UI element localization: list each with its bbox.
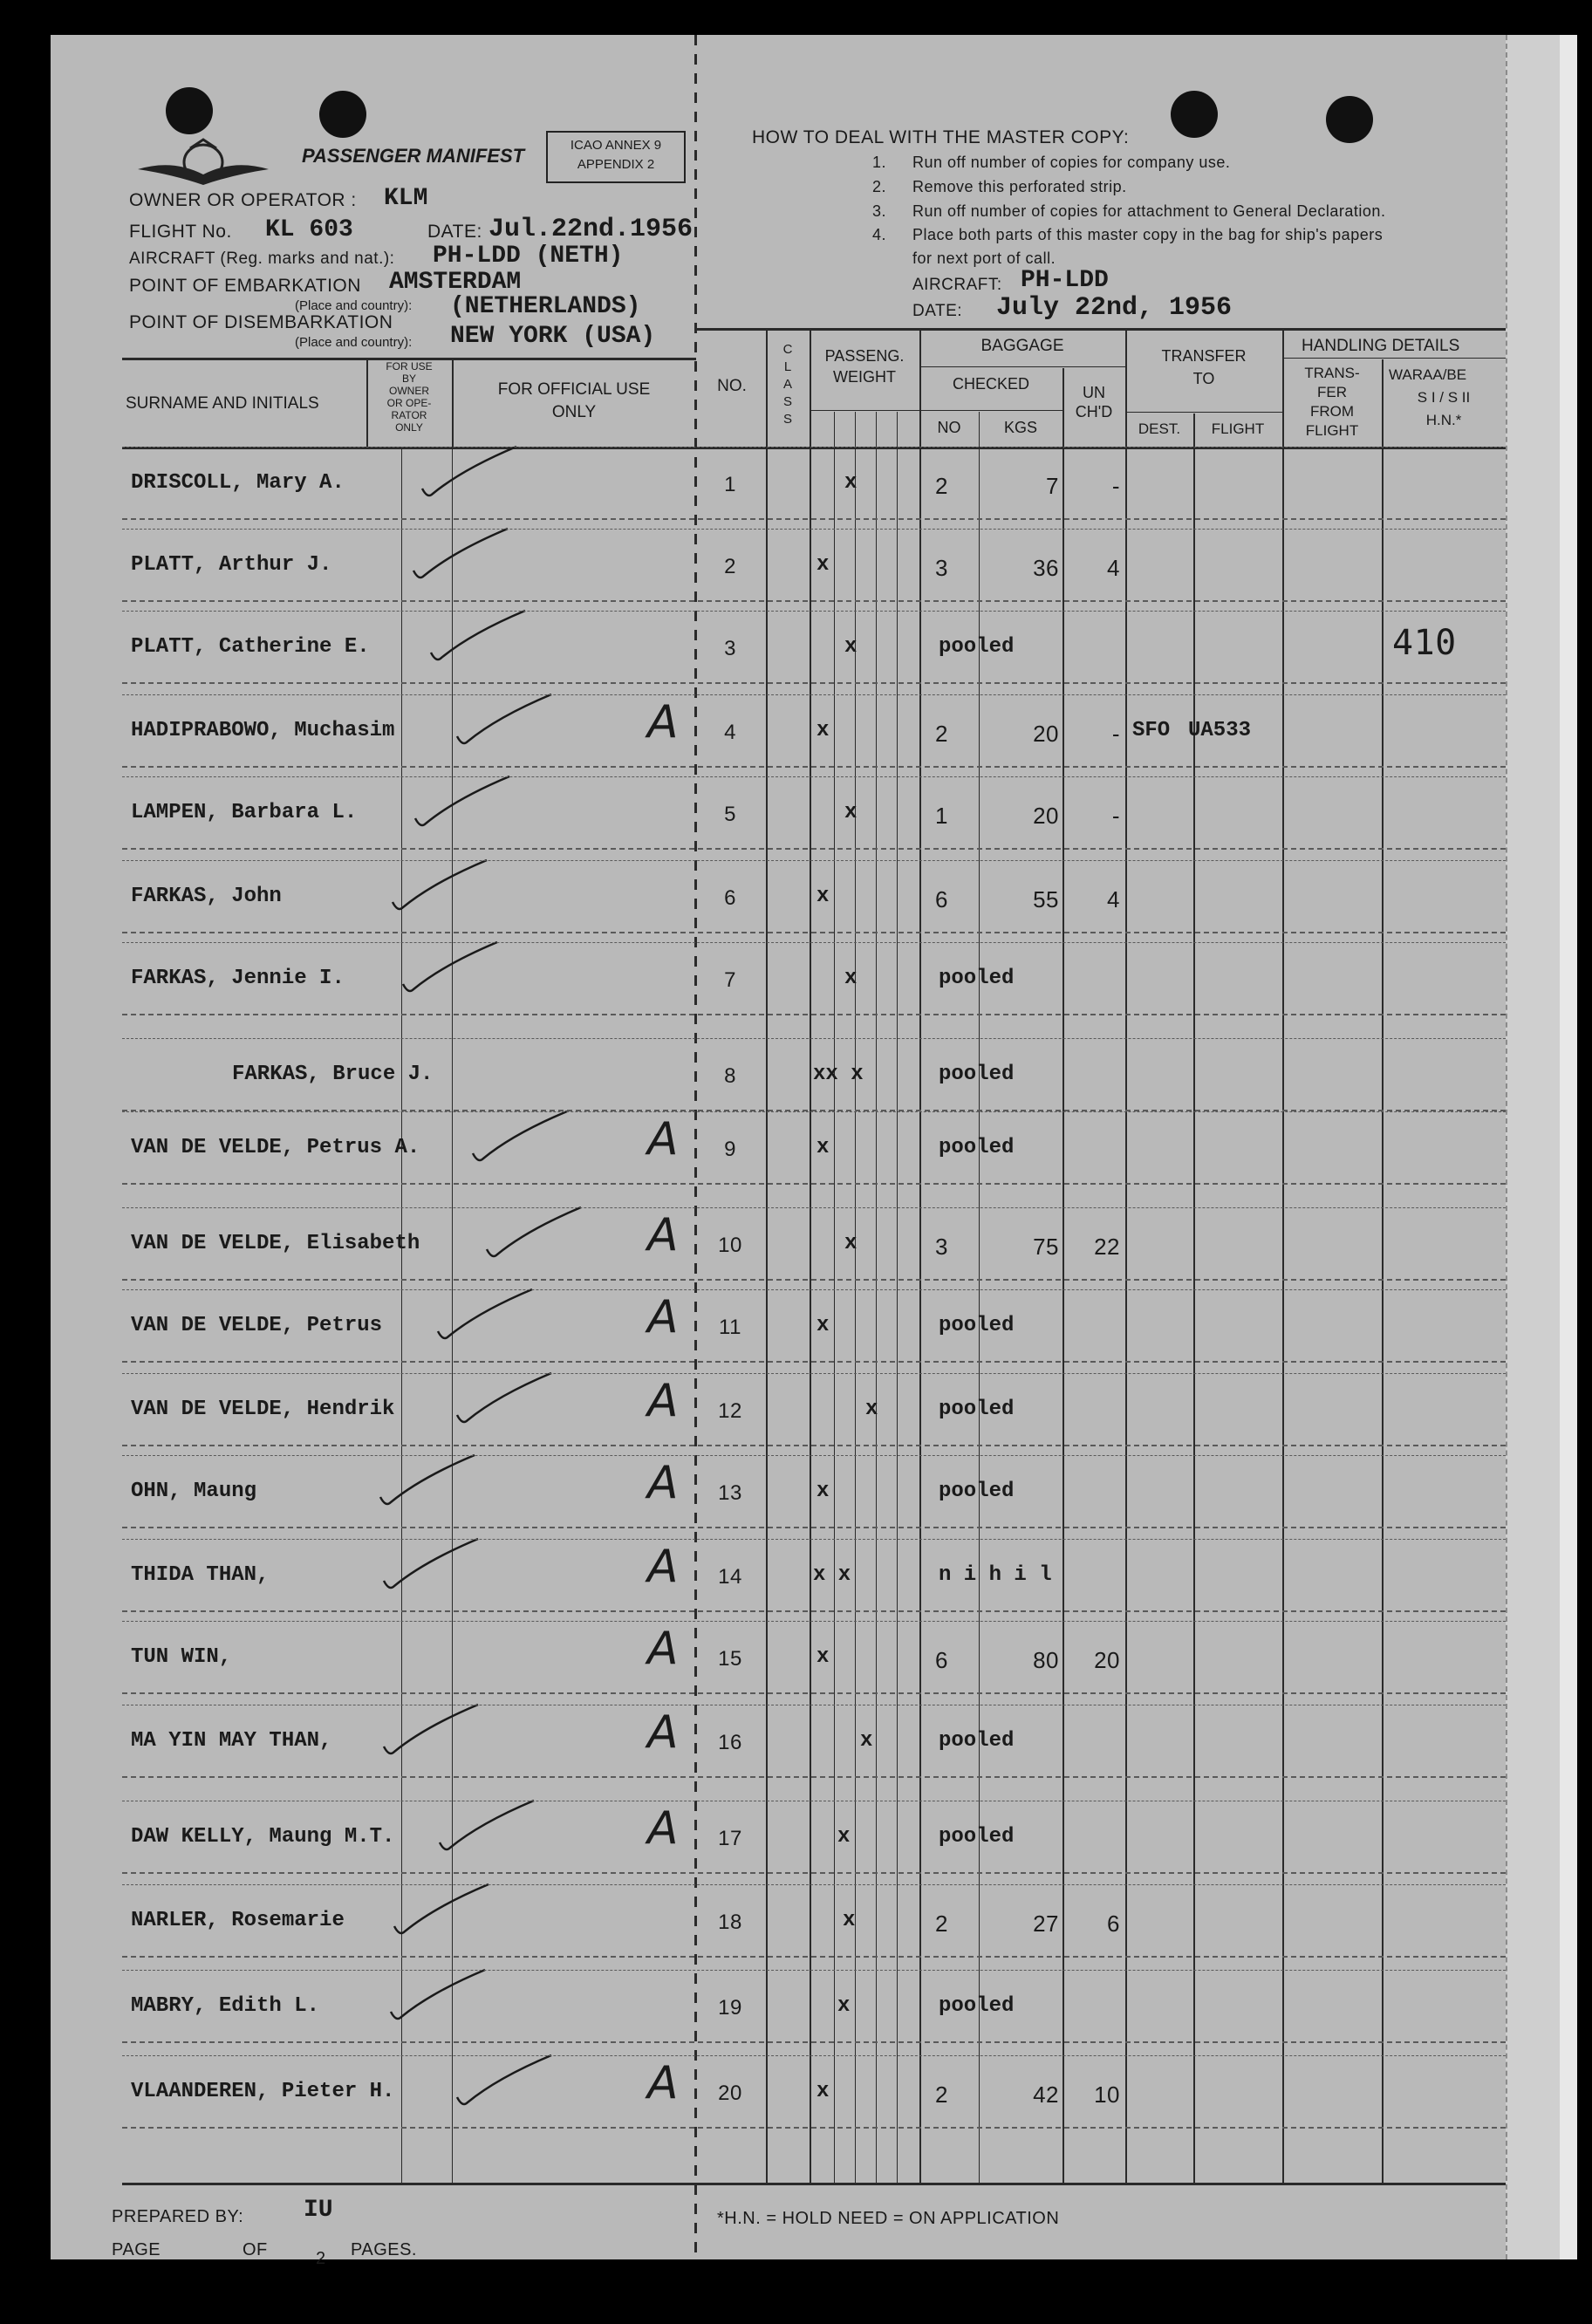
col-official-1: FOR OFFICIAL USE [497,380,651,399]
handwritten-mark: A [647,1291,679,1343]
row-rule [122,1445,1506,1446]
class-a: A [782,377,792,392]
passenger-name: FARKAS, Jennie I. [131,967,345,990]
passenger-name: VLAANDEREN, Pieter H. [131,2080,395,2103]
passenger-number: 18 [718,1910,742,1934]
waraa-2: S I / S II [1417,389,1471,406]
passenger-weight-mark: x [844,1232,857,1255]
baggage-status: pooled [939,1729,1015,1753]
row-guide [122,1539,1506,1540]
col-surname: SURNAME AND INITIALS [126,394,319,413]
baggage-sub-rule [919,366,1125,367]
baggage-unchecked: - [1111,721,1120,747]
passenger-number: 2 [724,555,736,578]
col-line-handling-left [1282,330,1284,2183]
row-guide [122,529,1506,530]
passenger-number: 6 [724,886,736,910]
baggage-count: 3 [935,555,948,581]
embark-value: AMSTERDAM [389,269,522,296]
instr-n-4: 4. [872,226,887,243]
transfer-dest: SFO [1132,719,1171,742]
row-rule [122,2041,1506,2043]
passenger-number: 16 [718,1731,742,1754]
tf-4: FLIGHT [1305,422,1359,439]
col-no: NO. [717,377,747,395]
date-value: Jul.22nd.1956 [489,215,694,244]
waraa-1: WARAA/BE [1389,366,1467,383]
embark-sub-label: (Place and country): [295,298,413,313]
col-bag-no: NO [937,419,961,436]
instr-n-3: 3. [872,202,887,220]
handwritten-mark: A [647,2057,679,2109]
check-mark-icon [400,939,504,1000]
row-guide [122,1038,1506,1039]
passenger-name: VAN DE VELDE, Hendrik [131,1398,395,1421]
owner-label: OWNER OR OPERATOR : [129,190,357,210]
passenger-weight-mark: x [844,967,857,990]
baggage-count: 2 [935,2081,948,2108]
owner-use-4: OR OPE- [386,397,432,409]
check-mark-icon [380,1535,485,1596]
hold-need-value: 410 [1392,623,1457,663]
col-line-passeng-left [810,330,811,2183]
embark-label: POINT OF EMBARKATION [129,276,361,296]
baggage-count: 2 [935,1910,948,1937]
baggage-count: 6 [935,886,948,913]
passenger-weight-mark: x [816,553,830,577]
punch-hole-4 [1326,96,1373,143]
icao-line-1: ICAO ANNEX 9 [570,138,662,153]
passenger-name: TUN WIN, [131,1645,232,1669]
row-rule [122,1776,1506,1778]
col-line-unchd-left [1062,368,1064,2183]
row-guide [122,1373,1506,1374]
baggage-status: pooled [939,1398,1015,1421]
baggage-unchecked: - [1111,803,1120,829]
col-line-flight-left [1193,414,1195,2183]
passenger-name: MA YIN MAY THAN, [131,1729,332,1753]
passenger-number: 17 [718,1827,742,1850]
instr-text-3: Run off number of copies for attachment to General Declaration. [912,202,1386,220]
baggage-status: pooled [939,1314,1015,1337]
owner-use-5: RATOR [391,409,427,421]
passenger-name: VAN DE VELDE, Elisabeth [131,1232,420,1255]
passenger-name: NARLER, Rosemarie [131,1909,345,1932]
baggage-status: pooled [939,1480,1015,1503]
passenger-weight-mark: x [816,885,830,908]
col-line-waraa-left [1382,359,1384,2183]
perforated-strip [1506,35,1561,2259]
waraa-3: H.N.* [1425,412,1462,428]
col-chd: CH'D [1075,403,1113,420]
baggage-unchecked: 4 [1107,886,1120,913]
strip-edge [1560,35,1577,2259]
row-guide [122,2055,1506,2056]
passenger-number: 9 [724,1138,736,1161]
col-line-class-left [766,330,768,2183]
row-rule [122,932,1506,933]
passenger-weight-mark: x [816,1480,830,1503]
col-transfer-to: TO [1192,370,1215,387]
baggage-status: pooled [939,967,1015,990]
instructions-title: HOW TO DEAL WITH THE MASTER COPY: [752,127,1130,147]
col-flight: FLIGHT [1211,420,1265,437]
class-l: L [783,359,792,374]
baggage-kgs: 20 [1033,803,1059,829]
col-baggage: BAGGAGE [980,337,1064,355]
baggage-kgs: 75 [1033,1234,1059,1260]
col-transfer: TRANSFER [1161,347,1247,365]
prepared-label: PREPARED BY: [112,2207,244,2226]
class-c: C [782,342,793,357]
col-checked: CHECKED [952,375,1029,393]
check-mark-icon [454,2052,558,2113]
passenger-name: LAMPEN, Barbara L. [131,801,358,824]
header-rule-right [696,328,1506,331]
prepared-value: IU [304,2197,333,2224]
passenger-weight-mark: x [837,1994,851,2018]
baggage-status: pooled [939,1063,1015,1086]
handwritten-mark: A [647,696,679,748]
check-mark-icon [377,1452,482,1513]
check-mark-icon [387,1966,492,2027]
col-line-pw-1 [834,412,835,2183]
passenger-name: DAW KELLY, Maung M.T. [131,1825,395,1849]
icao-line-2: APPENDIX 2 [577,157,655,172]
row-rule [122,848,1506,850]
passenger-name: FARKAS, Bruce J. [232,1063,434,1086]
handwritten-mark: A [647,1457,679,1509]
row-guide [122,1289,1506,1290]
passenger-weight-mark: x [816,2080,830,2103]
row-guide [122,447,1506,448]
check-mark-icon [427,607,532,668]
flight-value: KL 603 [265,216,353,243]
baggage-unchecked: 22 [1094,1234,1120,1260]
col-handling: HANDLING DETAILS [1302,337,1460,355]
col-un: UN [1083,384,1105,401]
row-guide [122,1207,1506,1208]
passenger-name: OHN, Maung [131,1480,257,1503]
owner-value: KLM [384,185,428,212]
row-rule [122,518,1506,520]
instr-text-2: Remove this perforated strip. [912,178,1127,195]
check-mark-icon [454,1370,558,1431]
handwritten-mark: A [647,1541,679,1593]
baggage-count: 6 [935,1647,948,1673]
owner-use-1: FOR USE [386,360,433,373]
date-label: DATE: [427,222,482,242]
punch-hole-3 [1171,91,1218,138]
passenger-weight-mark: x x [813,1563,851,1587]
row-rule [122,1872,1506,1874]
instr-text-4-cont: for next port of call. [912,249,1056,267]
passenger-number: 12 [718,1399,742,1423]
baggage-count: 1 [935,803,948,829]
row-rule [122,1361,1506,1363]
check-mark-icon [410,525,515,586]
instr-date-value: July 22nd, 1956 [996,293,1233,323]
row-rule [122,1014,1506,1015]
check-mark-icon [412,773,516,834]
check-mark-icon [469,1108,574,1169]
row-rule [122,766,1506,768]
baggage-status: pooled [939,1994,1015,2018]
baggage-kgs: 55 [1033,886,1059,913]
row-guide [122,1884,1506,1885]
of-label: OF [243,2240,268,2259]
handling-sub-rule [1282,358,1506,359]
pages-label: PAGES. [351,2240,417,2259]
row-rule [122,1956,1506,1958]
passenger-number: 11 [719,1316,741,1339]
col-line-transfer-left [1125,330,1127,2183]
baggage-unchecked: - [1111,473,1120,499]
col-dest: DEST. [1138,420,1181,437]
passenger-weight-mark: x [860,1729,873,1753]
col-line-pw-3 [876,412,877,2183]
punch-hole-1 [166,87,213,134]
tf-1: TRANS- [1304,365,1360,381]
baggage-count: 3 [935,1234,948,1260]
row-rule [122,682,1506,684]
passenger-weight-mark: x [844,471,857,495]
aircraft-label: AIRCRAFT (Reg. marks and nat.): [129,249,395,268]
handwritten-mark: A [647,1113,679,1165]
passenger-weight-mark: xx x [813,1063,864,1086]
passenger-weight-mark: x [865,1398,878,1421]
row-guide [122,860,1506,861]
row-rule [122,600,1506,602]
form-title: PASSENGER MANIFEST [302,145,525,167]
check-mark-icon [436,1797,541,1858]
col-line-pw-4 [897,412,898,2183]
baggage-unchecked: 10 [1094,2081,1120,2108]
transfer-sub-rule [1125,412,1282,413]
icao-box [546,131,686,183]
passenger-name: HADIPRABOWO, Muchasim [131,719,395,742]
row-rule [122,2127,1506,2129]
passenger-weight-mark: x [844,635,857,659]
col-line-baggage-left [919,330,921,2183]
page-label: PAGE [112,2240,161,2259]
passenger-number: 4 [724,721,736,744]
row-rule [122,1279,1506,1281]
passenger-number: 19 [718,1996,742,2020]
class-s1: S [782,394,792,409]
row-guide [122,1455,1506,1456]
passenger-weight-mark: x [816,1645,830,1669]
check-mark-icon [389,857,494,918]
col-official-2: ONLY [551,403,597,421]
baggage-kgs: 42 [1033,2081,1059,2108]
owner-use-6: ONLY [395,421,423,434]
baggage-status: pooled [939,1825,1015,1849]
tf-2: FER [1317,384,1347,400]
row-rule [122,1183,1506,1185]
passenger-weight-mark: x [816,719,830,742]
handwritten-mark: A [647,1623,679,1675]
embark-country: (NETHERLANDS) [450,293,641,320]
passenger-name: VAN DE VELDE, Petrus A. [131,1136,420,1159]
check-mark-icon [391,1881,495,1942]
passenger-weight-mark: x [844,801,857,824]
check-mark-icon [434,1286,539,1347]
row-guide [122,694,1506,695]
row-rule [122,1527,1506,1528]
tf-3: FROM [1309,403,1355,420]
disembark-label: POINT OF DISEMBARKATION [129,312,393,332]
hold-need-note: *H.N. = HOLD NEED = ON APPLICATION [717,2209,1060,2228]
checked-sub-rule [919,410,1064,411]
passenger-name: PLATT, Arthur J. [131,553,332,577]
check-mark-icon [419,443,523,504]
punch-hole-2 [319,91,366,138]
passeng-sub-rule [810,410,919,411]
passenger-number: 20 [718,2081,742,2105]
owner-use-3: OWNER [389,385,429,397]
transfer-flight: UA533 [1188,719,1252,742]
passenger-name: FARKAS, John [131,885,282,908]
baggage-kgs: 36 [1033,555,1059,581]
row-guide [122,942,1506,943]
owner-use-2: BY [401,373,416,385]
row-guide [122,1621,1506,1622]
passenger-weight-mark: x [816,1136,830,1159]
passenger-number: 5 [724,803,736,826]
passenger-number: 13 [718,1481,742,1505]
aircraft-value: PH-LDD (NETH) [433,243,624,270]
baggage-unchecked: 4 [1107,555,1120,581]
passenger-number: 15 [718,1647,742,1671]
check-mark-icon [454,691,558,752]
check-mark-icon [380,1701,485,1762]
passenger-name: VAN DE VELDE, Petrus [131,1314,383,1337]
baggage-kgs: 80 [1033,1647,1059,1673]
center-perforation [694,35,697,2259]
baggage-status: pooled [939,1136,1015,1159]
row-guide [122,1970,1506,1971]
handwritten-mark: A [647,1209,679,1261]
passenger-name: MABRY, Edith L. [131,1994,320,2018]
instr-n-1: 1. [872,154,887,171]
check-mark-icon [483,1204,588,1265]
baggage-unchecked: 20 [1094,1647,1120,1673]
passenger-number: 7 [724,968,736,992]
passenger-name: DRISCOLL, Mary A. [131,471,345,495]
instr-aircraft-value: PH-LDD [1021,267,1109,294]
class-s2: S [782,412,792,427]
passenger-weight-mark: x [837,1825,851,1849]
instr-aircraft-label: AIRCRAFT: [912,276,1002,294]
baggage-status: n i h i l [939,1563,1052,1587]
instr-text-1: Run off number of copies for company use. [912,154,1231,171]
col-kgs: KGS [1003,419,1037,436]
handwritten-mark: A [647,1802,679,1855]
instr-text-4: Place both parts of this master copy in the bag for ship's papers [912,226,1384,243]
disembark-sub-label: (Place and country): [295,335,413,350]
row-rule [122,1692,1506,1694]
disembark-value: NEW YORK (USA) [450,323,656,350]
passenger-number: 1 [724,473,736,496]
baggage-count: 2 [935,721,948,747]
baggage-unchecked: 6 [1107,1910,1120,1937]
row-guide [122,1111,1506,1112]
baggage-count: 2 [935,473,948,499]
flight-label: FLIGHT No. [129,222,232,242]
row-guide [122,776,1506,777]
passenger-number: 8 [724,1064,736,1088]
instr-n-2: 2. [872,178,887,195]
baggage-kgs: 27 [1033,1910,1059,1937]
baggage-status: pooled [939,635,1015,659]
passenger-name: THIDA THAN, [131,1563,270,1587]
handwritten-mark: A [647,1375,679,1427]
instr-date-label: DATE: [912,302,963,320]
passenger-weight-mark: x [843,1909,856,1932]
page-of-value: 2 [316,2249,326,2268]
passenger-weight-mark: x [816,1314,830,1337]
col-line-kgs-left [979,412,980,2183]
row-guide [122,611,1506,612]
passenger-number: 10 [718,1234,742,1257]
table-bottom [122,2183,1506,2185]
passenger-number: 14 [718,1565,742,1589]
handwritten-mark: A [647,1706,679,1759]
col-weight: WEIGHT [833,368,896,386]
passenger-name: PLATT, Catherine E. [131,635,370,659]
baggage-kgs: 20 [1033,721,1059,747]
baggage-kgs: 7 [1046,473,1059,499]
col-passeng: PASSENG. [824,347,905,365]
passenger-number: 3 [724,637,736,660]
row-rule [122,1610,1506,1612]
